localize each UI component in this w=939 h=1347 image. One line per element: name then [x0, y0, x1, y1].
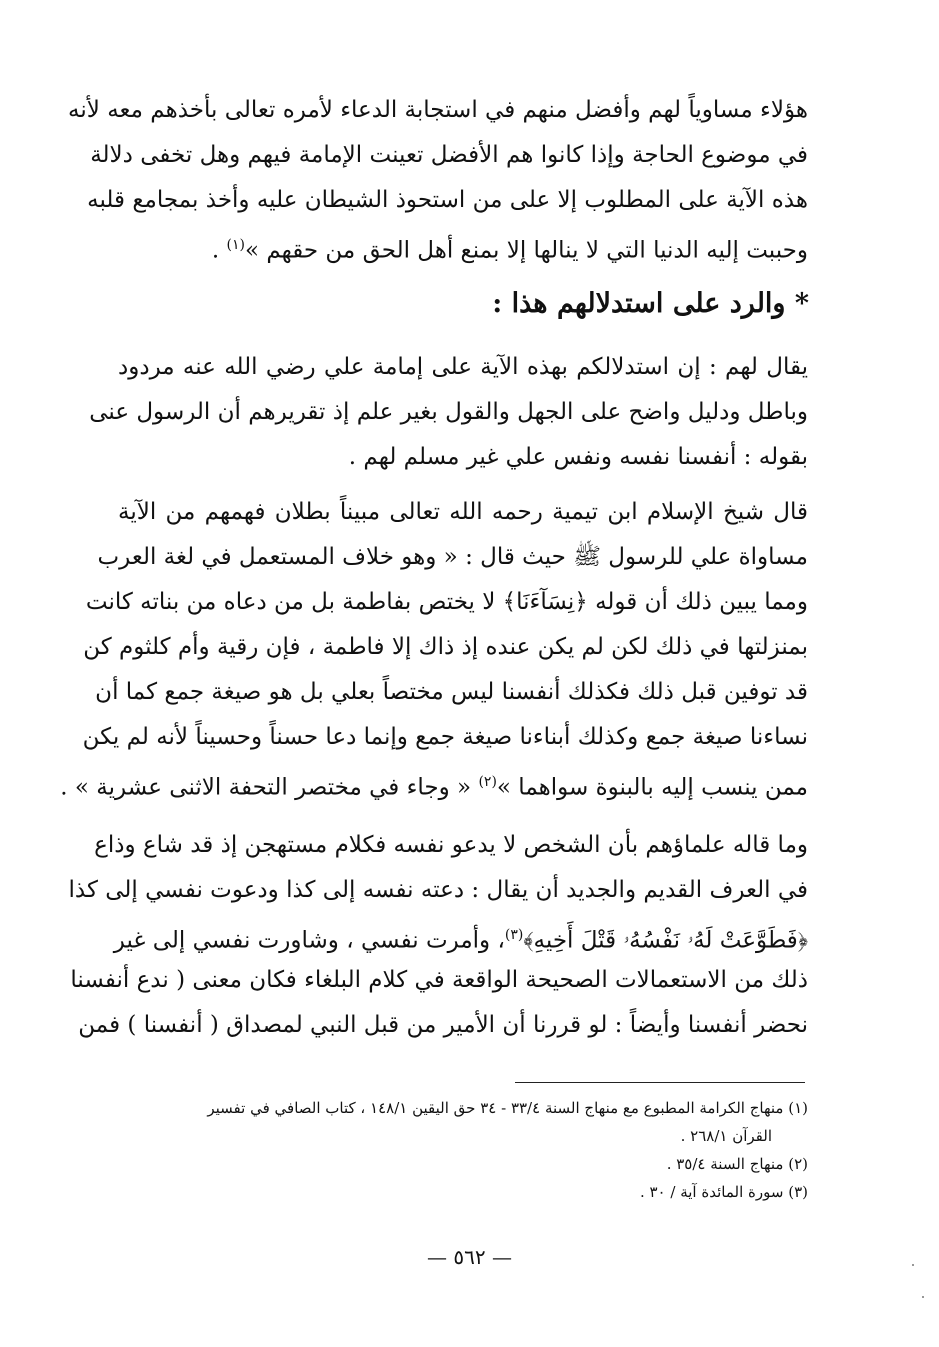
paragraph-3 [60, 490, 808, 805]
text-line: هذه الآية على المطلوب إلا على من استحوذ الشيطان عليه وأخذ بمجامع قلبه [87, 187, 808, 213]
paragraph-2 [89, 345, 808, 480]
text-line: ومما يبين ذلك أن قوله ﴿نِسَآءَنَا﴾ لا يختص بفاطمة بل من دعاه من بناته كانت [85, 589, 808, 615]
footnote-text: سورة المائدة آية / ٣٠ . [639, 1183, 784, 1201]
footnote-text: القرآن ٢٦٨/١ . [680, 1127, 772, 1145]
footnote-ref: (٢) [478, 774, 497, 790]
section-heading: * والرد على استدلالهم هذا : [492, 288, 809, 319]
footnote [118, 1094, 808, 1122]
text-line: بقوله : أنفسنا نفسه ونفس علي غير مسلم لهم . [348, 444, 808, 470]
text-line: هؤلاء مساوياً لهم وأفضل منهم في استجابة الدعاء لأمره تعالى بأخذهم معه لأنه [68, 97, 808, 123]
footnote-number: (٢) [788, 1155, 808, 1173]
text-line: مساواة علي للرسول ﷺ حيث قال : « وهو خلاف المستعمل في لغة العرب [97, 544, 808, 570]
page-number: — ٥٦٢ — [427, 1245, 512, 1269]
paragraph-4 [68, 823, 808, 1048]
footnotes [118, 1094, 808, 1206]
footnote [118, 1150, 808, 1178]
footnote-number: (٣) [788, 1183, 808, 1201]
text-line [113, 913, 808, 958]
text-line: بمنزلتها في ذلك لكن لم يكن عنده إذ ذاك إلا فاطمة ، فإن رقية وأم كلثوم كن [83, 634, 808, 660]
text-line: في موضوع الحاجة وإذا كانوا هم الأفضل تعينت الإمامة فيهم وهل تخفى دلالة [90, 142, 808, 168]
text-line: وما قاله علماؤهم بأن الشخص لا يدعو نفسه فكلام مستهجن إذ قد شاع وذاع [94, 832, 808, 858]
footnote-ref: (١) [226, 237, 245, 253]
footnote-continuation [118, 1122, 808, 1150]
footnote-number: (١) [788, 1099, 808, 1117]
footnote-text: منهاج الكرامة المطبوع مع منهاج السنة ٣٣/٤ - ٣٤ حق اليقين ١٤٨/١ ، كتاب الصافي في تفسير [207, 1099, 784, 1117]
text-segment: ، وأمرت نفسي ، وشاورت نفسي إلى غير [113, 927, 505, 954]
text-line: قال شيخ الإسلام ابن تيمية رحمه الله تعالى مبيناً بطلان فهمهم من الآية [118, 499, 808, 525]
scan-speck [912, 1264, 914, 1266]
footnote-ref: (٣) [504, 927, 524, 943]
text-segment: وحببت إليه الدنيا التي لا ينالها إلا بمنع أهل الحق من حقهم » [244, 237, 808, 264]
text-line: قد توفين قبل ذلك فكذلك أنفسنا ليس مختصاً بعلي بل هو صيغة جمع كما أن [95, 679, 808, 705]
text-segment: « وجاء في مختصر التحفة الاثنى عشرية » . [60, 774, 479, 801]
footnote [118, 1178, 808, 1206]
footnote-text: منهاج السنة ٣٥/٤ . [666, 1155, 784, 1173]
footnote-separator [515, 1082, 805, 1083]
text-line: نساءنا صيغة جمع وكذلك أبناءنا صيغة جمع وإنما دعا حسناً وحسيناً لأنه لم يكن [82, 724, 808, 750]
text-segment: . [211, 237, 227, 264]
text-line: في العرف القديم والجديد أن يقال : دعته نفسه إلى كذا ودعوت نفسي إلى كذا [68, 877, 808, 903]
text-line: ذلك من الاستعمالات الصحيحة الواقعة في كلام البلغاء فكان معنى ( ندع أنفسنا [70, 967, 808, 993]
text-segment: ممن ينسب إليه بالبنوة سواهما » [496, 774, 808, 801]
scan-speck [922, 1296, 924, 1298]
paragraph-1 [68, 88, 808, 268]
text-line: وباطل ودليل واضح على الجهل والقول بغير علم إذ تقريرهم أن الرسول عنى [89, 399, 808, 425]
text-line [118, 223, 808, 268]
text-line [60, 760, 808, 805]
text-line: يقال لهم : إن استدلالكم بهذه الآية على إمامة علي رضي الله عنه مردود [118, 354, 808, 380]
text-line: نحضر أنفسنا وأيضاً : لو قررنا أن الأمير من قبل النبي لمصداق ( أنفسنا ) فمن [78, 1012, 808, 1038]
quran-quote: ﴿فَطَوَّعَتْ لَهُۥ نَفْسُهُۥ قَتْلَ أَخِيهِ﴾ [523, 927, 808, 954]
